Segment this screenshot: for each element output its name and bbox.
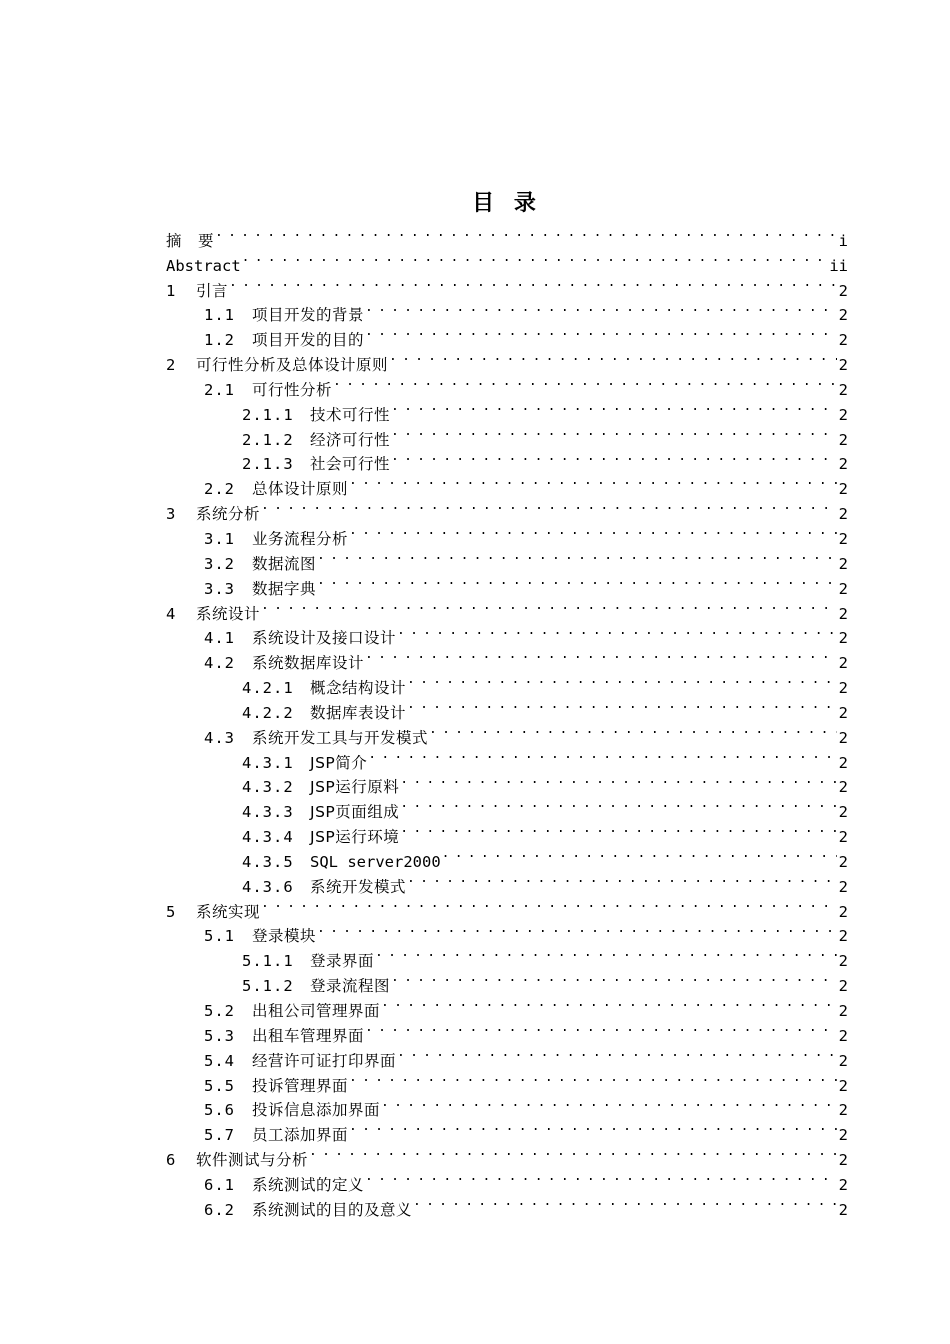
toc-entry-page-number: 2	[838, 679, 848, 698]
toc-dot-leader	[228, 271, 837, 296]
toc-dot-leader	[364, 320, 837, 345]
toc-dot-leader	[260, 892, 837, 917]
toc-entry-number: 6	[166, 1151, 177, 1170]
toc-entry-label: 出租车管理界面	[252, 1026, 365, 1045]
toc-dot-leader	[390, 420, 837, 445]
toc-entry-number: 1.2	[204, 331, 235, 350]
toc-entry-number: 5.7	[204, 1126, 235, 1145]
toc-entry[interactable]	[166, 296, 848, 325]
toc-dot-leader	[367, 743, 836, 768]
toc-entry-label: 引言	[196, 281, 229, 300]
toc-entry-label: JSP简介	[310, 753, 368, 772]
toc-dot-leader	[308, 1140, 837, 1165]
toc-entry-page-number: 2	[838, 803, 848, 822]
toc-entry-label: 登录界面	[310, 952, 375, 971]
toc-dot-leader	[388, 345, 837, 370]
toc-entry-page-number: 2	[838, 430, 848, 449]
toc-entry-number: 2.1.1	[242, 405, 294, 424]
toc-dot-leader	[380, 1091, 837, 1116]
toc-entry-label: 总体设计原则	[252, 480, 349, 499]
toc-dot-leader	[241, 246, 828, 271]
toc-dot-leader	[390, 445, 837, 470]
toc-entry-number: 4.3.4	[242, 828, 294, 847]
toc-entry-label: 经营许可证打印界面	[252, 1051, 397, 1070]
toc-entry-page-number: 2	[838, 554, 848, 573]
toc-entry-label: JSP页面组成	[310, 803, 400, 822]
toc-entry[interactable]	[166, 494, 848, 524]
toc-dot-leader	[412, 1190, 837, 1215]
toc-entry-page-number: 2	[838, 380, 848, 399]
toc-dot-leader	[214, 221, 837, 246]
toc-dot-leader	[399, 768, 836, 793]
toc-entry-page-number: 2	[838, 331, 848, 350]
toc-entry-label: 概念结构设计	[310, 679, 407, 698]
toc-entry-number: 1.1	[204, 306, 235, 325]
toc-entry-label: 系统测试的定义	[252, 1175, 365, 1194]
toc-dot-leader	[406, 867, 837, 892]
toc-entry-number: 4.3	[204, 728, 235, 747]
toc-entry-number: 2	[166, 356, 177, 375]
toc-entry-page-number: 2	[838, 480, 848, 499]
toc-entry[interactable]	[166, 917, 848, 946]
toc-entry-page-number: 2	[838, 1200, 848, 1219]
toc-entry-label: 可行性分析及总体设计原则	[196, 356, 389, 375]
toc-entry-label: 数据流图	[252, 554, 317, 573]
toc-entry-number: 2.2	[204, 480, 235, 499]
toc-entry-page-number: 2	[838, 356, 848, 375]
toc-entry-number: 5.6	[204, 1101, 235, 1120]
toc-entry-number: 5.3	[204, 1026, 235, 1045]
toc-dot-leader	[364, 296, 837, 321]
toc-entry-page-number: 2	[838, 753, 848, 772]
toc-entry-label: 摘 要	[166, 231, 215, 250]
toc-entry-number: 5.2	[204, 1002, 235, 1020]
toc-entry-page-number: 2	[838, 728, 848, 747]
toc-entry-number: 4.3.5	[242, 852, 294, 871]
toc-entry-number: 4.2.1	[242, 679, 294, 698]
toc-entry-label: 系统数据库设计	[252, 654, 365, 673]
toc-dot-leader	[348, 469, 837, 494]
toc-entry-number: 3.3	[204, 579, 235, 598]
toc-entry-page-number: 2	[838, 306, 848, 325]
toc-entry-page-number: 2	[838, 1076, 848, 1095]
toc-dot-leader	[428, 718, 837, 743]
toc-entry-number: 4.3.2	[242, 778, 294, 797]
toc-entry-number: 4.3.6	[242, 877, 294, 896]
toc-entry-label: 业务流程分析	[252, 529, 349, 548]
toc-dot-leader	[396, 619, 837, 644]
toc-entry[interactable]	[166, 246, 848, 275]
toc-entry-page-number: 2	[838, 654, 848, 673]
toc-entry-label: 软件测试与分析	[196, 1151, 309, 1170]
toc-entry-page-number: 2	[838, 778, 848, 797]
toc-dot-leader	[364, 643, 837, 668]
toc-entry-page-number: 2	[838, 977, 848, 996]
toc-entry-label: 项目开发的背景	[252, 306, 365, 325]
toc-entry-number: 4.3.3	[242, 803, 294, 822]
toc-entry-label: 系统设计	[196, 604, 261, 623]
toc-entry-label: 系统测试的目的及意义	[252, 1200, 413, 1219]
toc-entry-label: 出租公司管理界面	[252, 1002, 381, 1020]
toc-dot-leader	[380, 991, 837, 1016]
toc-dot-leader	[316, 917, 837, 942]
toc-entry[interactable]	[166, 594, 848, 623]
toc-dot-leader	[260, 494, 837, 519]
toc-dot-leader	[348, 1066, 837, 1091]
toc-entry[interactable]	[166, 519, 848, 548]
toc-entry-number: 3.2	[204, 554, 235, 573]
toc-entry-page-number: 2	[838, 579, 848, 598]
toc-entry-number: 5.5	[204, 1076, 235, 1095]
toc-entry-page-number: 2	[838, 1051, 848, 1070]
toc-entry-number: 4.2	[204, 654, 235, 673]
toc-entry-label: Abstract	[166, 256, 241, 275]
toc-entry-label: 系统分析	[196, 505, 261, 524]
toc-entry-label: 登录模块	[252, 927, 317, 946]
toc-entry-number: 6.2	[204, 1200, 235, 1219]
toc-entry-label: 可行性分析	[252, 380, 333, 399]
toc-dot-leader	[316, 569, 837, 594]
toc-entry-page-number: 2	[838, 1002, 848, 1020]
toc-entry-number: 2.1.3	[242, 455, 294, 474]
toc-dot-leader	[332, 370, 837, 395]
toc-entry-page-number: 2	[838, 952, 848, 971]
toc-entry-label: 登录流程图	[310, 977, 391, 996]
toc-entry-label: 系统开发模式	[310, 877, 407, 896]
toc-entry-page-number: 2	[838, 703, 848, 722]
toc-entry-page-number: 2	[838, 1151, 848, 1170]
toc-entry-number: 3.1	[204, 529, 235, 548]
toc-dot-leader	[399, 817, 836, 842]
toc-entry-page-number: 2	[838, 604, 848, 623]
toc-dot-leader	[316, 544, 837, 569]
toc-entry-page-number: 2	[838, 877, 848, 896]
toc-entry-page-number: 2	[838, 852, 848, 871]
toc-entry-page-number: 2	[838, 281, 848, 300]
toc-entry-number: 2.1.2	[242, 430, 294, 449]
toc-entry-label: JSP运行环境	[310, 828, 400, 847]
toc-entry-number: 1	[166, 281, 177, 300]
toc-dot-leader	[390, 395, 837, 420]
toc-dot-leader	[260, 594, 837, 619]
toc-entry-page-number: i	[838, 231, 848, 250]
toc-entry-number: 5.1	[204, 927, 235, 946]
toc-entry-label: SQL server2000	[310, 852, 441, 871]
toc-entry-page-number: 2	[838, 405, 848, 424]
toc-entry-number: 4.2.2	[242, 703, 294, 722]
toc-entry-page-number: 2	[838, 1101, 848, 1120]
toc-entry-page-number: 2	[838, 505, 848, 524]
toc-dot-leader	[406, 693, 837, 718]
toc-entry-number: 4.1	[204, 629, 235, 648]
toc-dot-leader	[441, 842, 837, 867]
toc-entry-page-number: 2	[838, 455, 848, 474]
toc-entry[interactable]	[166, 271, 848, 300]
toc-entry-page-number: 2	[838, 1126, 848, 1145]
toc-entry-label: 系统开发工具与开发模式	[252, 728, 429, 747]
toc-entry-number: 2.1	[204, 380, 235, 399]
toc-entry-label: 系统设计及接口设计	[252, 629, 397, 648]
toc-dot-leader	[374, 941, 837, 966]
toc-entry-page-number: 2	[838, 629, 848, 648]
toc-dot-leader	[364, 1165, 837, 1190]
toc-dot-leader	[390, 966, 837, 991]
toc-entry-label: 社会可行性	[310, 455, 391, 474]
toc-entry-page-number: 2	[838, 927, 848, 946]
toc-entry-label: JSP运行原料	[310, 778, 400, 797]
toc-dot-leader	[348, 1115, 837, 1140]
table-of-contents	[166, 221, 848, 1219]
toc-dot-leader	[348, 519, 837, 544]
toc-entry-number: 3	[166, 505, 177, 524]
toc-entry-number: 6.1	[204, 1175, 235, 1194]
toc-entry-label: 投诉管理界面	[252, 1076, 349, 1095]
toc-entry[interactable]	[166, 892, 848, 921]
toc-entry-page-number: 2	[838, 1026, 848, 1045]
toc-entry-label: 技术可行性	[310, 405, 391, 424]
toc-entry-label: 数据字典	[252, 579, 317, 598]
toc-entry-label: 经济可行性	[310, 430, 391, 449]
toc-dot-leader	[364, 1016, 837, 1041]
toc-entry-number: 5.1.2	[242, 977, 294, 996]
toc-entry-number: 4.3.1	[242, 753, 294, 772]
toc-entry-number: 4	[166, 604, 177, 623]
toc-entry-label: 数据库表设计	[310, 703, 407, 722]
toc-entry-page-number: 2	[838, 529, 848, 548]
toc-entry-page-number: 2	[838, 828, 848, 847]
toc-entry-number: 5.1.1	[242, 952, 294, 971]
toc-entry-page-number: ii	[829, 256, 848, 275]
toc-entry[interactable]	[166, 221, 848, 250]
toc-entry-number: 5	[166, 902, 177, 921]
toc-entry-page-number: 2	[838, 1175, 848, 1194]
toc-entry[interactable]	[166, 619, 848, 648]
toc-dot-leader	[396, 1041, 837, 1066]
toc-entry-page-number: 2	[838, 902, 848, 921]
toc-entry-label: 系统实现	[196, 902, 261, 921]
toc-entry-label: 员工添加界面	[252, 1126, 349, 1145]
toc-dot-leader	[406, 668, 837, 693]
toc-entry-number: 5.4	[204, 1051, 235, 1070]
toc-dot-leader	[399, 792, 836, 817]
toc-entry-label: 投诉信息添加界面	[252, 1101, 381, 1120]
toc-title: 目 录	[472, 191, 542, 216]
toc-entry-label: 项目开发的目的	[252, 331, 365, 350]
